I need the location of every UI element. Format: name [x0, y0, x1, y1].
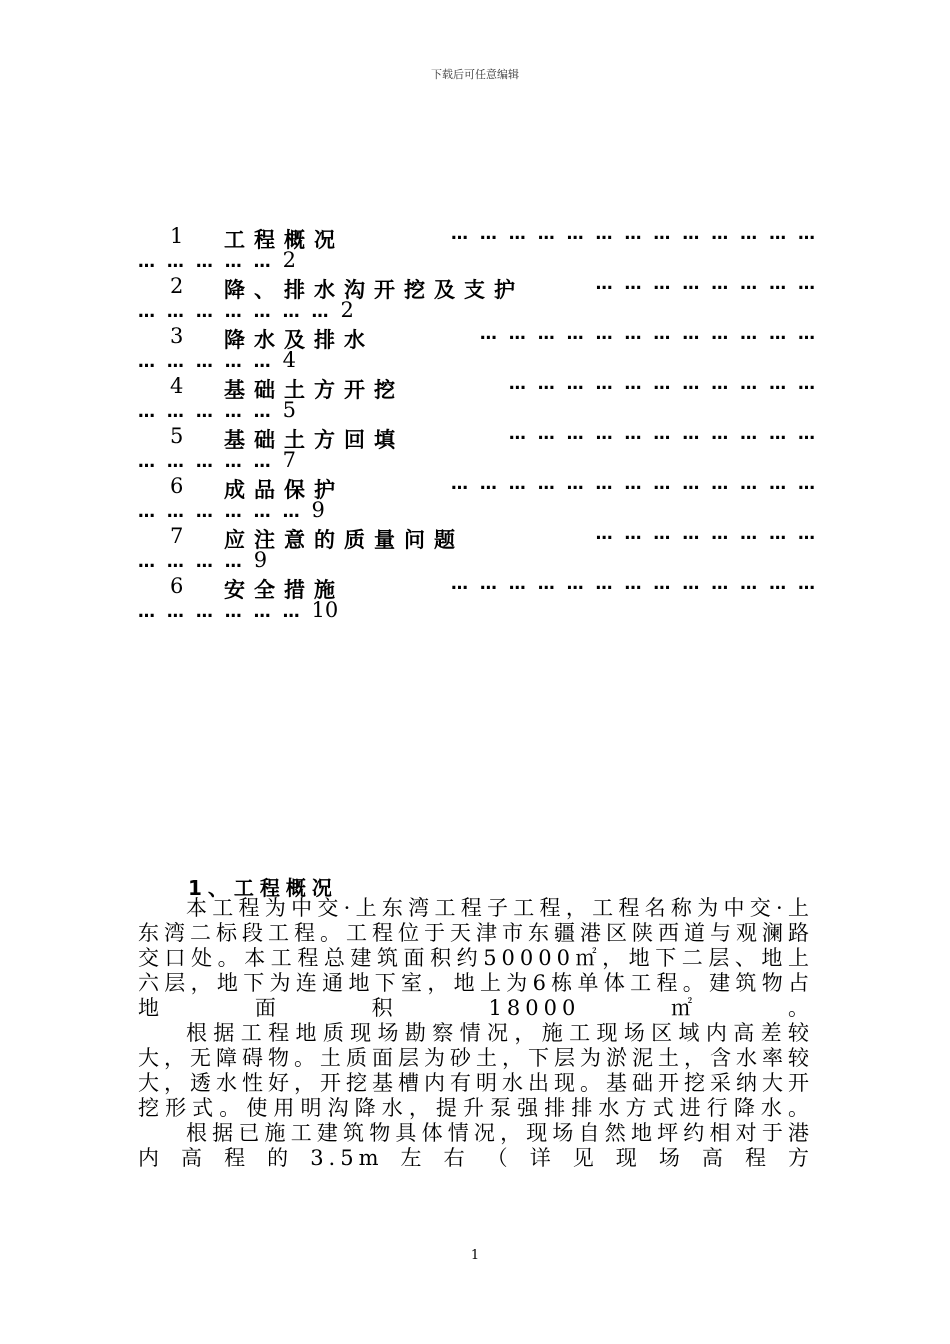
toc-title: 基础土方回填	[224, 428, 404, 450]
toc-leader-dots: … … … … … … … … … … … … …	[450, 474, 818, 494]
table-of-contents	[138, 224, 818, 624]
toc-leader-dots: … … … … … … … … … … …	[508, 374, 818, 394]
toc-leader-dots: … … … … …	[138, 402, 283, 422]
page-number: 1	[470, 1248, 480, 1263]
section-heading: 1、工程概况	[188, 876, 338, 900]
toc-title: 基础土方开挖	[224, 378, 404, 400]
toc-number: 1	[170, 224, 184, 248]
toc-entry[interactable]	[138, 274, 818, 324]
toc-title: 工程概况	[224, 228, 344, 250]
toc-title: 应注意的质量问题	[224, 528, 464, 550]
toc-page-number: 2	[340, 298, 354, 322]
toc-page-number: 9	[311, 498, 325, 522]
toc-leader-dots: … … … …	[138, 552, 254, 572]
toc-leader-dots: … … … … … …	[138, 502, 312, 522]
toc-leader-dots: … … … … … … … … … … …	[508, 424, 818, 444]
toc-leader-dots: … … … … … … … … … … … …	[479, 324, 818, 344]
toc-entry[interactable]	[138, 524, 818, 574]
toc-title: 安全措施	[224, 578, 344, 600]
toc-number: 6	[170, 574, 184, 598]
toc-number: 5	[170, 424, 184, 448]
toc-entry[interactable]	[138, 474, 818, 524]
toc-page-number: 7	[282, 448, 296, 472]
toc-entry[interactable]	[138, 374, 818, 424]
toc-leader-dots: … … … … …	[138, 352, 283, 372]
toc-leader-dots: … … … … …	[138, 452, 283, 472]
paragraph: 本工程为中交·上东湾工程子工程，工程名称为中交·上东湾二标段工程。工程位于天津市东疆港区陕西道与观澜路交口处。本工程总建筑面积约50000㎡，地下二层、地上六层，地下为连通地下室，地上为6栋单体工程。建筑物占地面积18000㎡。	[138, 896, 814, 1020]
paragraph: 根据工程地质现场勘察情况，施工现场区域内高差较大，无障碍物。土质面层为砂土，下层为淤泥土，含水率较大，透水性好，开挖基槽内有明水出现。基础开挖采纳大开挖形式。使用明沟降水，提升泵强排排水方式进行降水。	[138, 1021, 814, 1120]
toc-number: 2	[170, 274, 184, 298]
toc-leader-dots: … … … … … …	[138, 602, 312, 622]
toc-leader-dots: … … … … … … …	[138, 302, 341, 322]
toc-leader-dots: … … … … … … … …	[595, 524, 818, 544]
toc-title: 降、排水沟开挖及支护	[224, 278, 524, 300]
toc-leader-dots: … … … … … … … … … … … … …	[450, 574, 818, 594]
paragraph: 根据已施工建筑物具体情况，现场自然地坪约相对于港内高程的3.5m左右（详见现场高程方	[138, 1121, 814, 1170]
toc-number: 6	[170, 474, 184, 498]
toc-leader-dots: … … … … … … … …	[595, 274, 818, 294]
toc-page-number: 10	[311, 598, 339, 622]
toc-number: 7	[170, 524, 184, 548]
toc-page-number: 4	[282, 348, 296, 372]
section-body	[138, 896, 814, 1171]
toc-entry[interactable]	[138, 424, 818, 474]
toc-leader-dots: … … … … … … … … … … … … …	[450, 224, 818, 244]
toc-entry[interactable]	[138, 574, 818, 624]
toc-entry[interactable]	[138, 224, 818, 274]
toc-page-number: 2	[282, 248, 296, 272]
toc-number: 4	[170, 374, 184, 398]
toc-number: 3	[170, 324, 184, 348]
toc-title: 成品保护	[224, 478, 344, 500]
toc-page-number: 5	[282, 398, 296, 422]
toc-title: 降水及排水	[224, 328, 374, 350]
toc-entry[interactable]	[138, 324, 818, 374]
toc-leader-dots: … … … … …	[138, 252, 283, 272]
download-note: 下载后可任意编辑	[431, 68, 519, 81]
toc-page-number: 9	[253, 548, 268, 572]
